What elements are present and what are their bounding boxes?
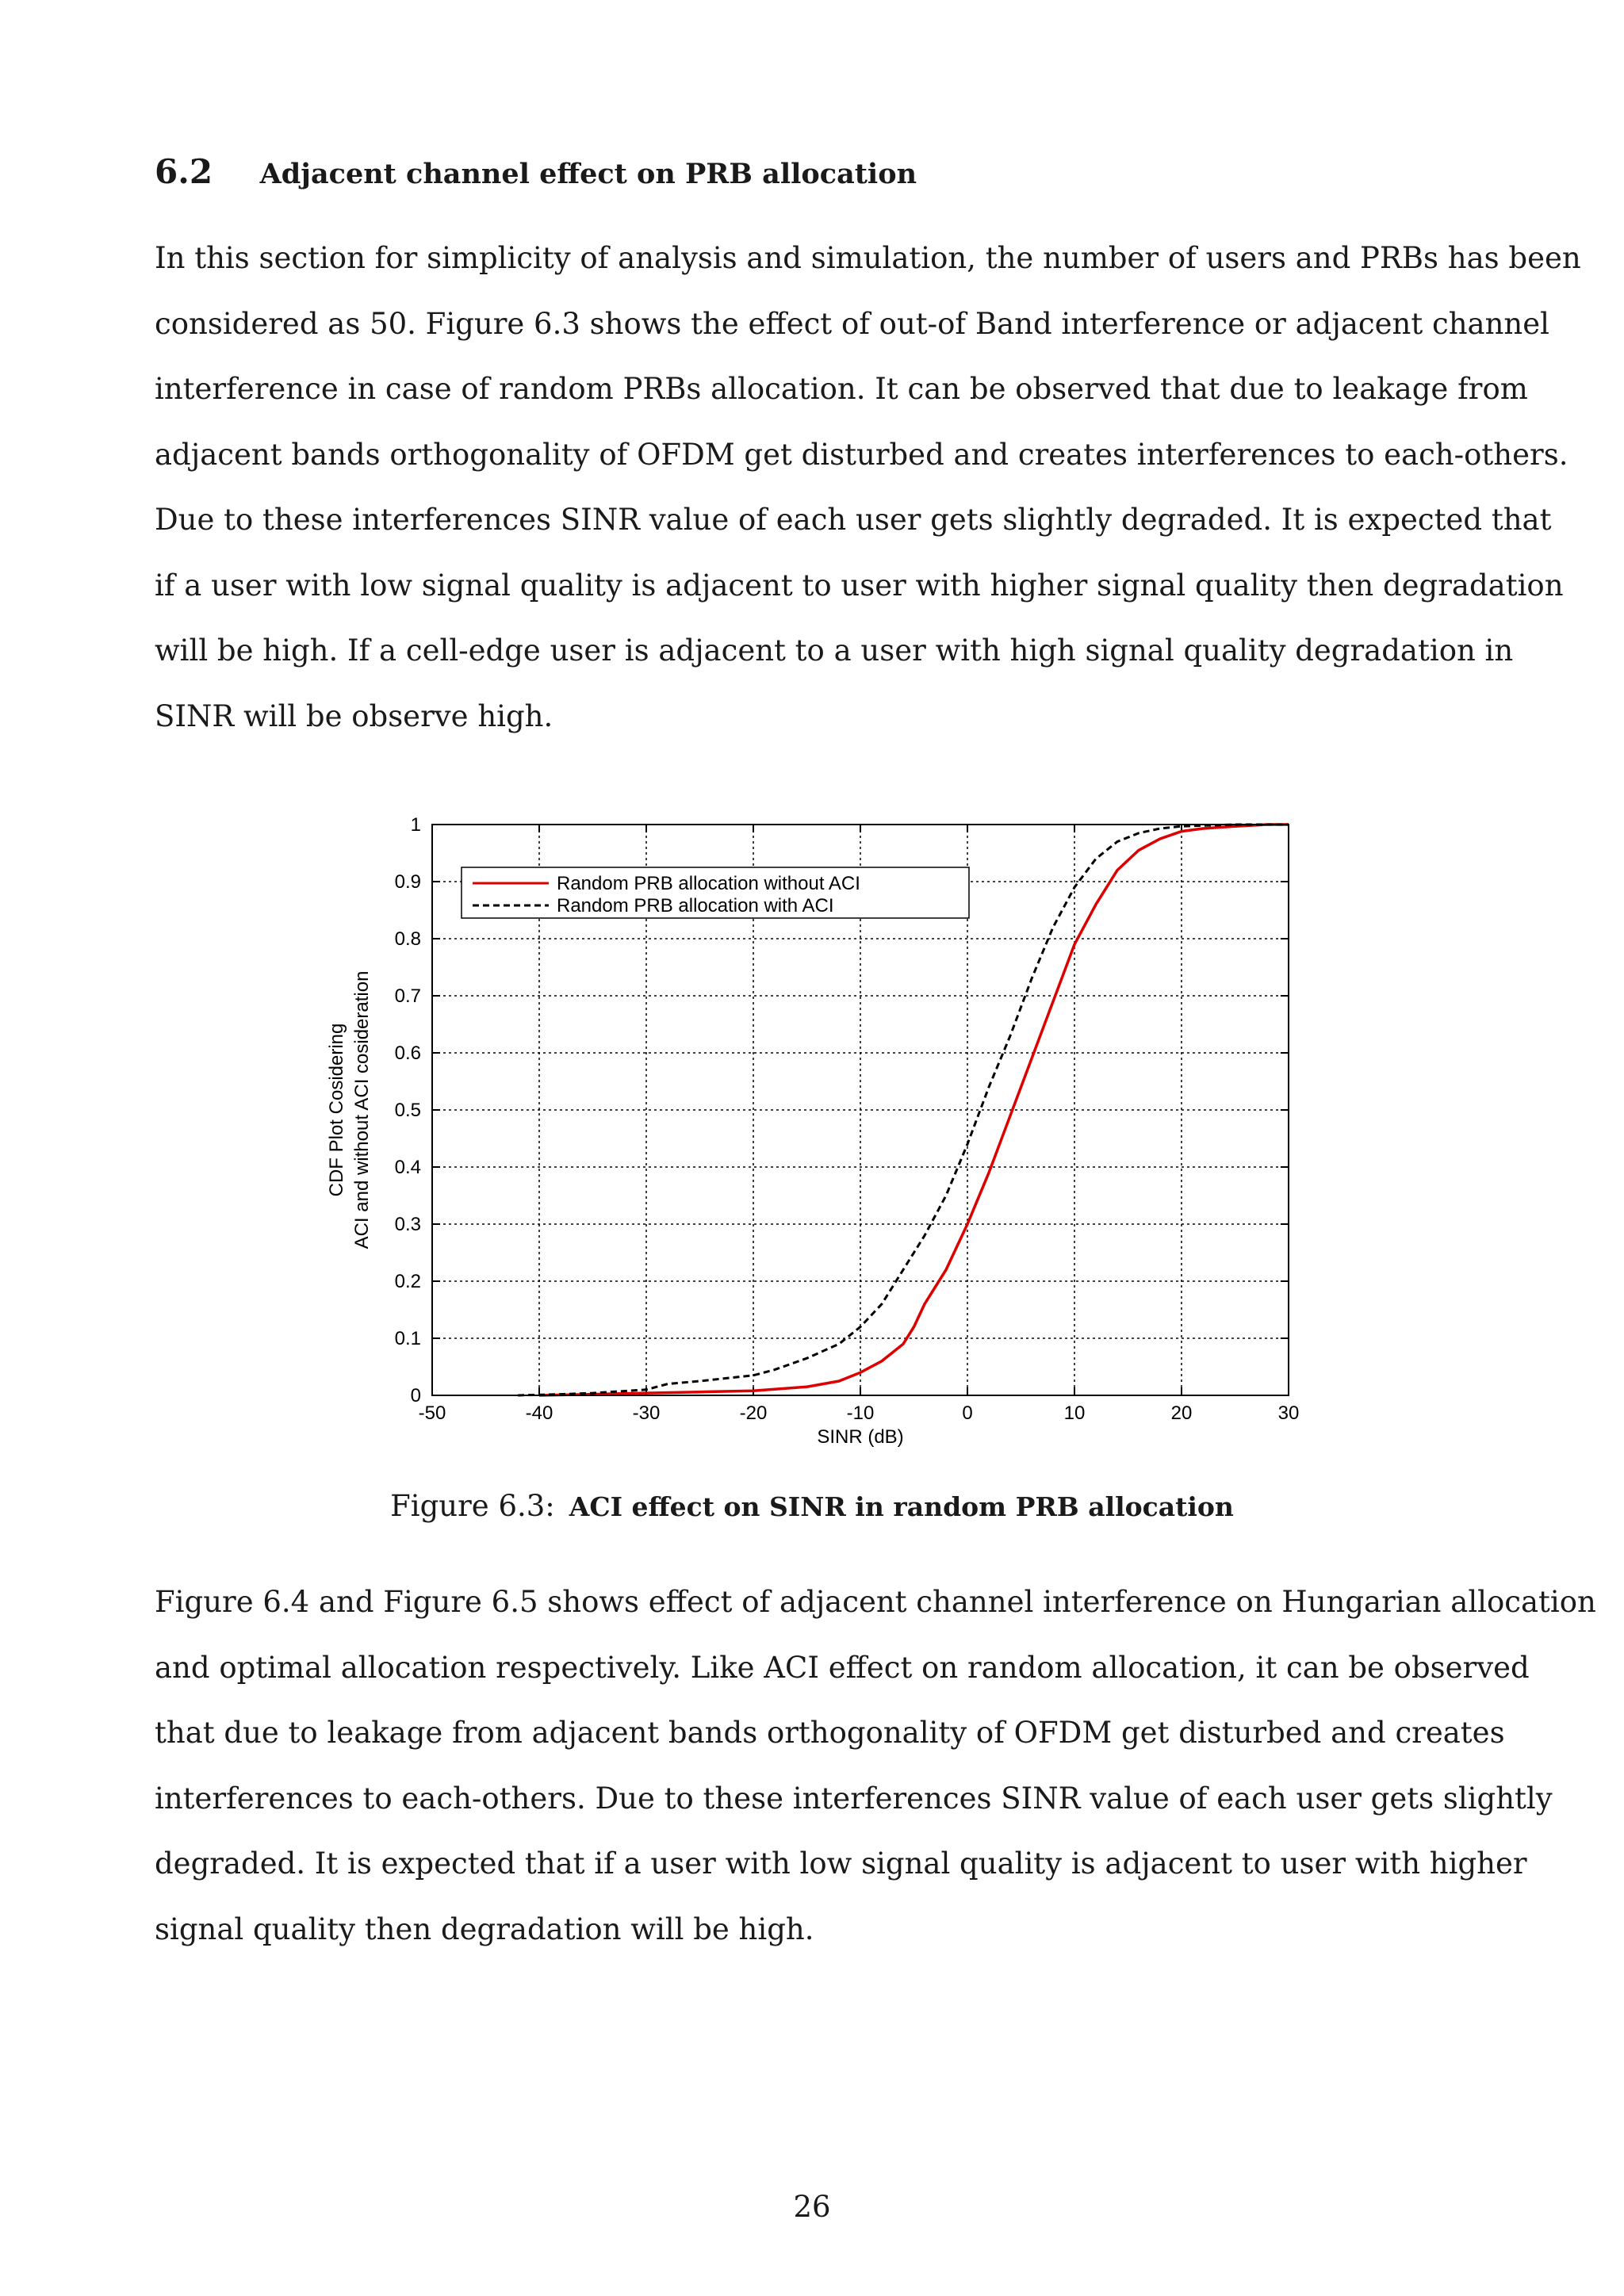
y-axis-label-line2: ACI and without ACI cosideration: [351, 970, 373, 1249]
paragraph-2: [155, 1570, 1596, 1962]
paragraph-line: adjacent bands orthogonality of OFDM get disturbed and creates interferences to each-others.: [155, 437, 1568, 472]
x-tick-label: -30: [632, 1402, 661, 1424]
y-tick-label: 0.6: [394, 1043, 421, 1064]
x-tick-label: 20: [1170, 1402, 1193, 1424]
x-tick-label: -10: [846, 1402, 875, 1424]
x-tick-label: -50: [418, 1402, 446, 1424]
page-number: 26: [793, 2190, 831, 2224]
cdf-figure: [317, 810, 1316, 1460]
paragraph-1: [155, 226, 1581, 749]
legend-label: Random PRB allocation with ACI: [557, 895, 834, 916]
x-tick-label: -40: [525, 1402, 553, 1424]
paragraph-line: and optimal allocation respectively. Like ACI effect on random allocation, it can be observed: [155, 1650, 1530, 1685]
y-tick-label: 0.8: [394, 928, 421, 950]
y-tick-label: 0.9: [394, 871, 421, 893]
y-axis-label-line1: CDF Plot Cosidering: [326, 1023, 347, 1197]
section-heading: [155, 152, 917, 191]
y-tick-label: 1: [410, 814, 421, 836]
caption-label: Figure 6.3:: [390, 1489, 555, 1523]
caption-text: ACI effect on SINR in random PRB allocation: [569, 1491, 1234, 1522]
x-tick-label: 0: [962, 1402, 973, 1424]
paragraph-line: will be high. If a cell-edge user is adjacent to a user with high signal quality degradation in: [155, 633, 1514, 668]
paragraph-line: Figure 6.4 and Figure 6.5 shows effect of adjacent channel interference on Hungarian allocation: [155, 1585, 1596, 1619]
y-tick-label: 0.2: [394, 1271, 421, 1292]
paragraph-line: considered as 50. Figure 6.3 shows the effect of out-of Band interference or adjacent channel: [155, 306, 1549, 341]
paragraph-line: In this section for simplicity of analysis and simulation, the number of users and PRBs has been: [155, 241, 1581, 275]
paragraph-line: that due to leakage from adjacent bands orthogonality of OFDM get disturbed and creates: [155, 1716, 1505, 1750]
paragraph-line: interference in case of random PRBs allocation. It can be observed that due to leakage from: [155, 372, 1528, 406]
paragraph-line: Due to these interferences SINR value of each user gets slightly degraded. It is expected that: [155, 503, 1552, 537]
y-tick-label: 0.5: [394, 1100, 421, 1121]
y-tick-label: 0.7: [394, 985, 421, 1007]
y-tick-label: 0: [410, 1385, 421, 1406]
x-tick-label: 30: [1277, 1402, 1300, 1424]
x-tick-label: -20: [739, 1402, 768, 1424]
y-tick-label: 0.1: [394, 1328, 421, 1349]
paragraph-line: SINR will be observe high.: [155, 698, 553, 733]
y-tick-label: 0.4: [394, 1157, 421, 1178]
figure-caption: [0, 1489, 1624, 1523]
paragraph-line: interferences to each-others. Due to these interferences SINR value of each user gets slightly: [155, 1781, 1553, 1816]
section-title: Adjacent channel effect on PRB allocation: [259, 158, 917, 190]
y-tick-label: 0.3: [394, 1214, 421, 1235]
section-number: 6.2: [155, 152, 213, 191]
chart-legend: [462, 867, 969, 918]
paragraph-line: signal quality then degradation will be high.: [155, 1911, 814, 1946]
paragraph-line: if a user with low signal quality is adjacent to user with higher signal quality then degradation: [155, 568, 1564, 603]
legend-label: Random PRB allocation without ACI: [557, 873, 860, 894]
x-axis-label: SINR (dB): [817, 1426, 904, 1448]
x-tick-label: 10: [1063, 1402, 1086, 1424]
paragraph-line: degraded. It is expected that if a user with low signal quality is adjacent to user with higher: [155, 1846, 1527, 1881]
